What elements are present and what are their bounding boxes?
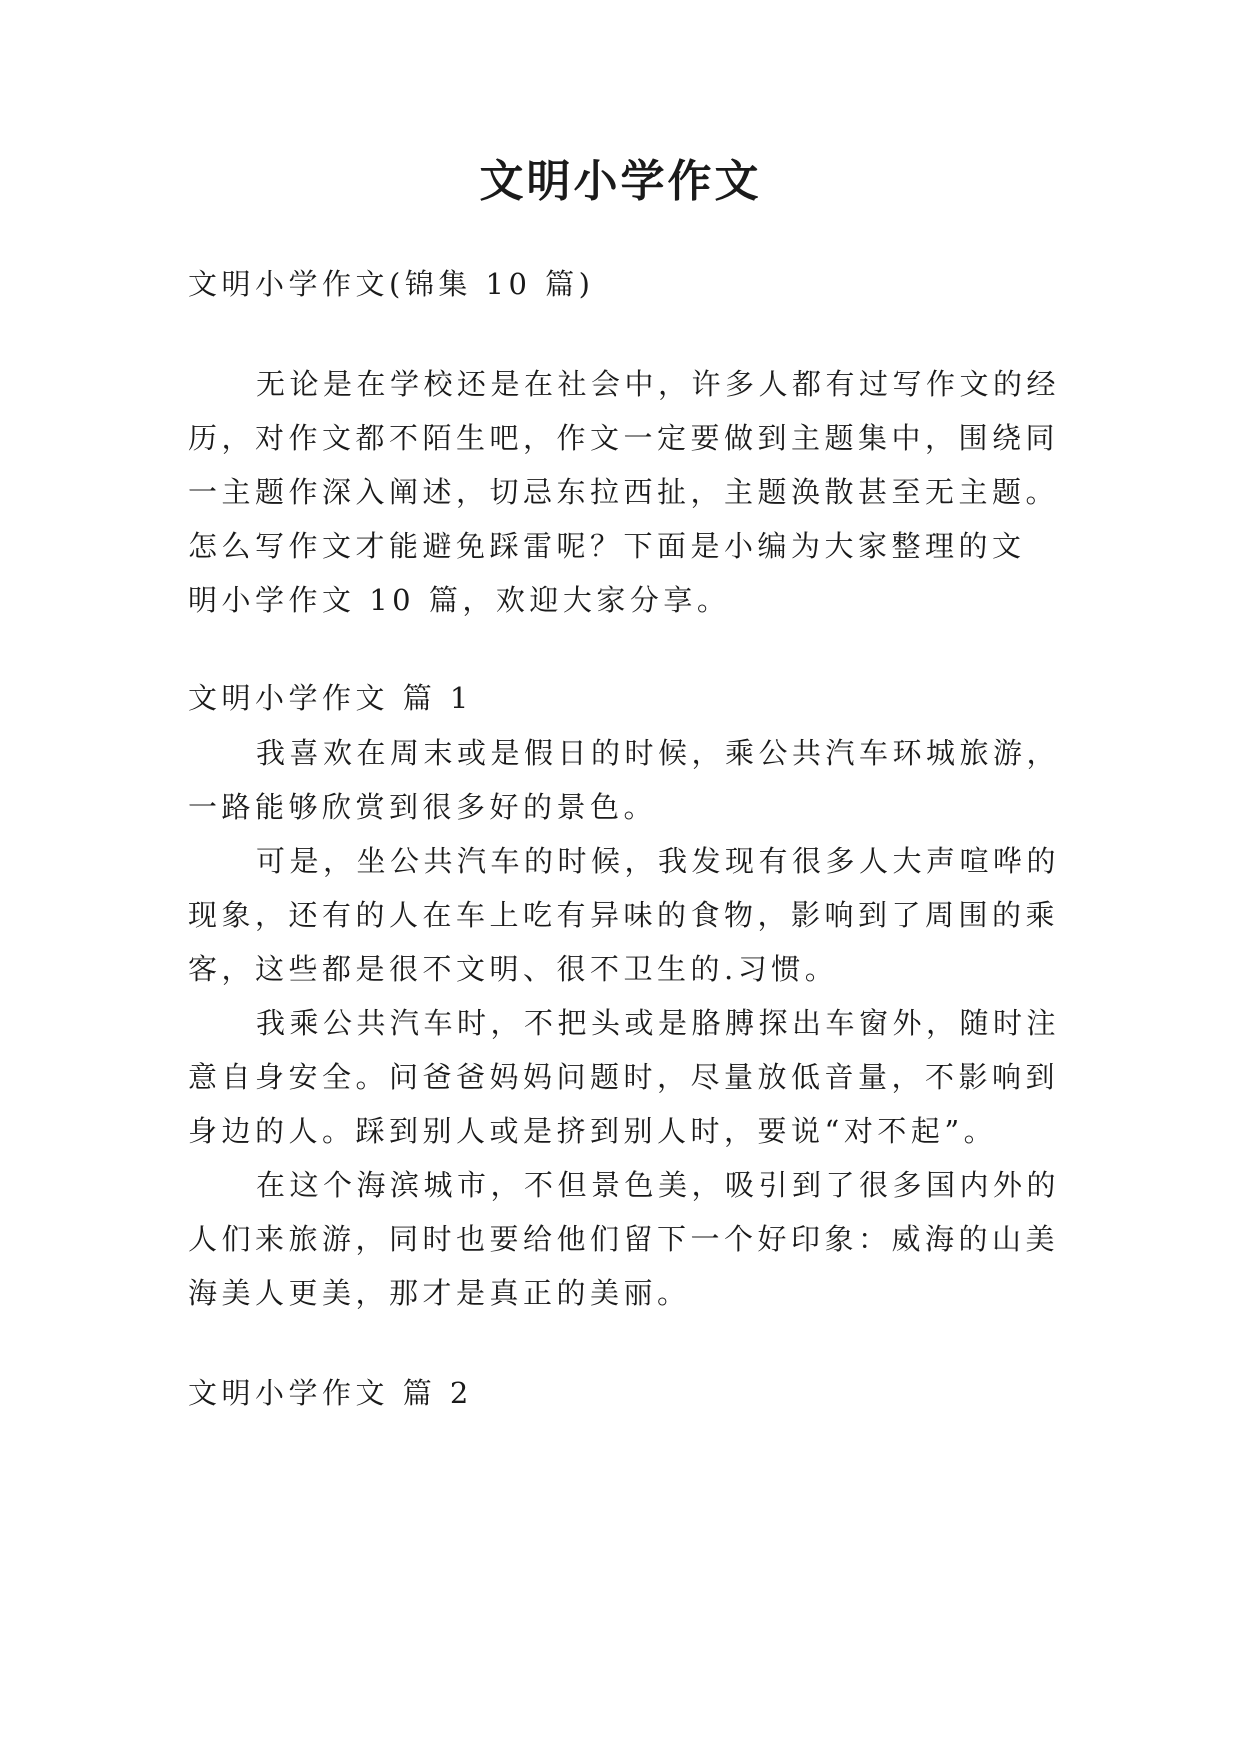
paragraph-line: 现象，还有的人在车上吃有异味的食物，影响到了周围的乘	[188, 898, 1060, 932]
paragraph-line: 一路能够欣赏到很多好的景色。	[188, 790, 658, 824]
paragraph-line: 客，这些都是很不文明、很不卫生的.习惯。	[188, 952, 839, 986]
paragraph-line: 意自身安全。问爸爸妈妈问题时，尽量放低音量，不影响到	[188, 1060, 1060, 1094]
intro-line: 无论是在学校还是在社会中，许多人都有过写作文的经	[256, 367, 1061, 401]
paragraph-line: 人们来旅游，同时也要给他们留下一个好印象：威海的山美	[188, 1222, 1060, 1256]
essay-heading: 文明小学作文 篇 2	[188, 1376, 473, 1410]
paragraph-line: 我乘公共汽车时，不把头或是胳膊探出车窗外，随时注	[256, 1006, 1061, 1040]
intro-line: 明小学作文 10 篇，欢迎大家分享。	[188, 583, 731, 617]
intro-line: 怎么写作文才能避免踩雷呢？下面是小编为大家整理的文	[188, 529, 1026, 563]
paragraph-line: 我喜欢在周末或是假日的时候，乘公共汽车环城旅游，	[256, 736, 1061, 770]
paragraph-line: 身边的人。踩到别人或是挤到别人时，要说“对不起”。	[188, 1114, 998, 1148]
collection-subtitle: 文明小学作文(锦集 10 篇)	[188, 267, 595, 301]
page-title: 文明小学作文	[479, 156, 762, 207]
paragraph-line: 可是，坐公共汽车的时候，我发现有很多人大声喧哗的	[256, 844, 1061, 878]
intro-line: 一主题作深入阐述，切忌东拉西扯，主题涣散甚至无主题。	[188, 475, 1060, 509]
paragraph-line: 在这个海滨城市，不但景色美，吸引到了很多国内外的	[256, 1168, 1061, 1202]
paragraph-line: 海美人更美，那才是真正的美丽。	[188, 1276, 691, 1310]
intro-line: 历，对作文都不陌生吧，作文一定要做到主题集中，围绕同	[188, 421, 1060, 455]
essay-heading: 文明小学作文 篇 1	[188, 681, 473, 715]
